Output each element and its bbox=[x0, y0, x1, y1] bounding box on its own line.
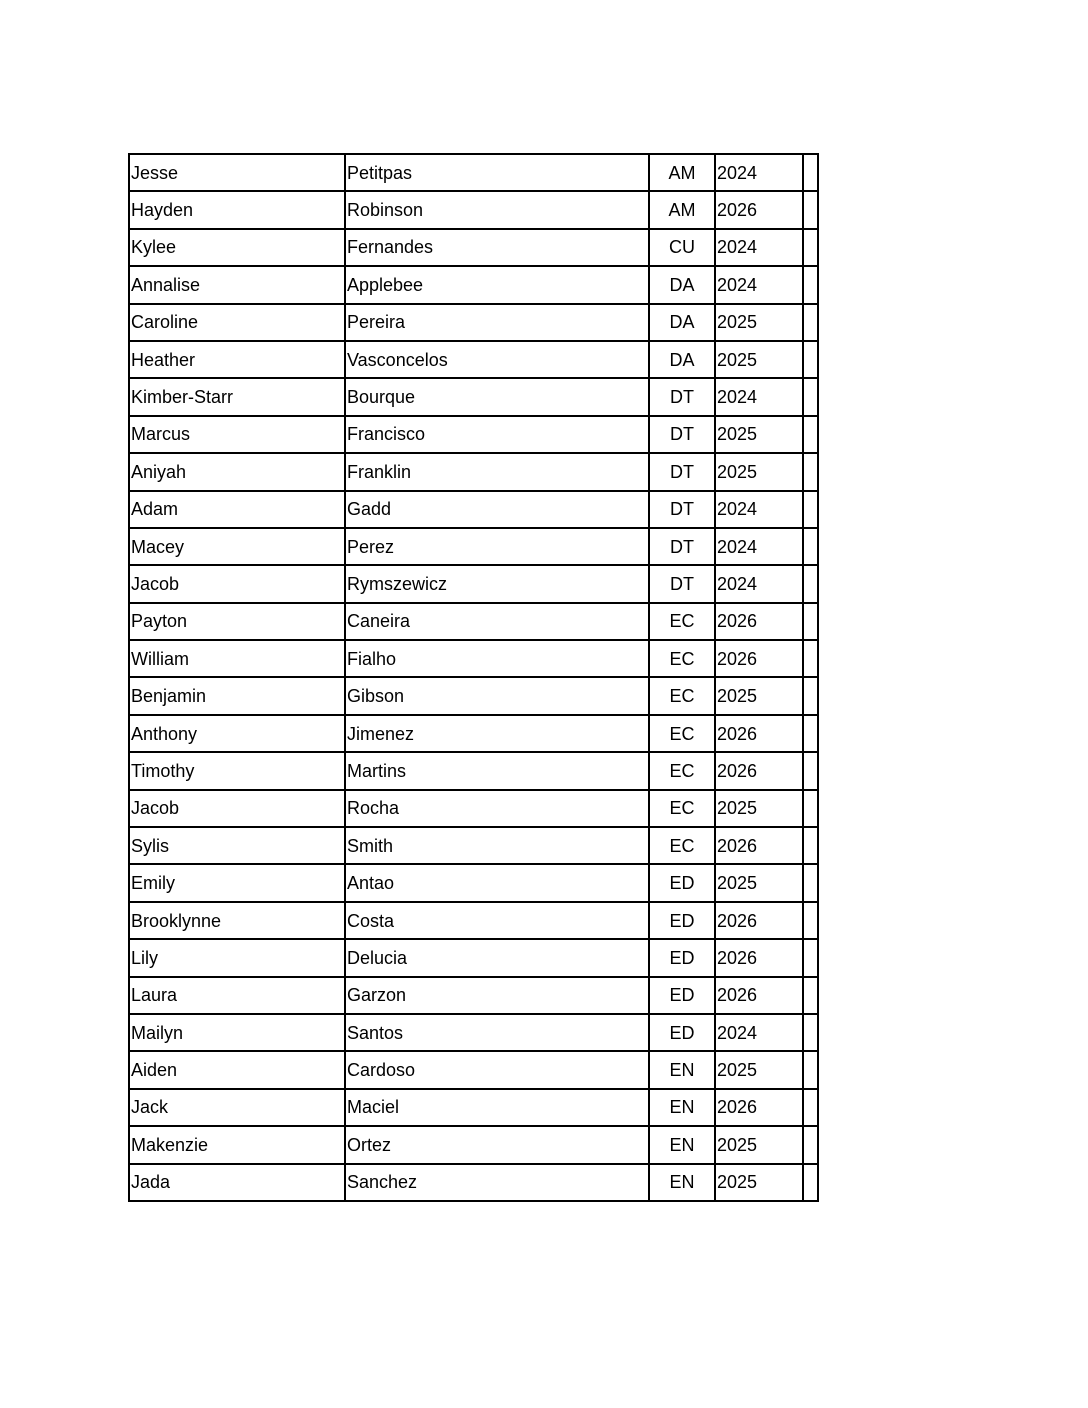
table-row bbox=[129, 902, 818, 939]
table-row bbox=[129, 378, 818, 415]
last-name-cell: Jimenez bbox=[345, 715, 649, 752]
table-row bbox=[129, 154, 818, 191]
table-row bbox=[129, 1164, 818, 1201]
first-name-cell: Caroline bbox=[129, 304, 345, 341]
last-name-cell: Maciel bbox=[345, 1089, 649, 1126]
first-name-cell: Makenzie bbox=[129, 1126, 345, 1163]
first-name-cell: Kimber-Starr bbox=[129, 378, 345, 415]
last-name-cell: Delucia bbox=[345, 939, 649, 976]
year-cell: 2024 bbox=[715, 491, 803, 528]
table-row bbox=[129, 1089, 818, 1126]
code-cell: EC bbox=[649, 715, 715, 752]
first-name-cell: Heather bbox=[129, 341, 345, 378]
roster-table-body bbox=[129, 154, 818, 1201]
empty-cell bbox=[803, 304, 818, 341]
code-cell: EN bbox=[649, 1089, 715, 1126]
last-name-cell: Ortez bbox=[345, 1126, 649, 1163]
table-row bbox=[129, 603, 818, 640]
code-cell: DT bbox=[649, 528, 715, 565]
last-name-cell: Applebee bbox=[345, 266, 649, 303]
table-row bbox=[129, 416, 818, 453]
code-cell: EC bbox=[649, 790, 715, 827]
last-name-cell: Petitpas bbox=[345, 154, 649, 191]
last-name-cell: Caneira bbox=[345, 603, 649, 640]
last-name-cell: Pereira bbox=[345, 304, 649, 341]
year-cell: 2026 bbox=[715, 191, 803, 228]
table-row bbox=[129, 640, 818, 677]
last-name-cell: Rocha bbox=[345, 790, 649, 827]
year-cell: 2024 bbox=[715, 266, 803, 303]
last-name-cell: Robinson bbox=[345, 191, 649, 228]
first-name-cell: Kylee bbox=[129, 229, 345, 266]
year-cell: 2024 bbox=[715, 154, 803, 191]
first-name-cell: Anthony bbox=[129, 715, 345, 752]
first-name-cell: Sylis bbox=[129, 827, 345, 864]
year-cell: 2024 bbox=[715, 528, 803, 565]
last-name-cell: Fialho bbox=[345, 640, 649, 677]
code-cell: EC bbox=[649, 640, 715, 677]
empty-cell bbox=[803, 939, 818, 976]
table-row bbox=[129, 677, 818, 714]
first-name-cell: Laura bbox=[129, 977, 345, 1014]
first-name-cell: Aiden bbox=[129, 1051, 345, 1088]
year-cell: 2024 bbox=[715, 378, 803, 415]
empty-cell bbox=[803, 1051, 818, 1088]
empty-cell bbox=[803, 491, 818, 528]
code-cell: ED bbox=[649, 1014, 715, 1051]
last-name-cell: Garzon bbox=[345, 977, 649, 1014]
year-cell: 2026 bbox=[715, 715, 803, 752]
empty-cell bbox=[803, 902, 818, 939]
first-name-cell: Annalise bbox=[129, 266, 345, 303]
first-name-cell: Macey bbox=[129, 528, 345, 565]
empty-cell bbox=[803, 266, 818, 303]
code-cell: DA bbox=[649, 304, 715, 341]
year-cell: 2026 bbox=[715, 752, 803, 789]
first-name-cell: Jack bbox=[129, 1089, 345, 1126]
year-cell: 2025 bbox=[715, 416, 803, 453]
year-cell: 2025 bbox=[715, 1126, 803, 1163]
empty-cell bbox=[803, 191, 818, 228]
table-row bbox=[129, 453, 818, 490]
code-cell: EN bbox=[649, 1051, 715, 1088]
code-cell: ED bbox=[649, 939, 715, 976]
year-cell: 2026 bbox=[715, 640, 803, 677]
last-name-cell: Sanchez bbox=[345, 1164, 649, 1201]
last-name-cell: Bourque bbox=[345, 378, 649, 415]
first-name-cell: Jacob bbox=[129, 565, 345, 602]
year-cell: 2024 bbox=[715, 1014, 803, 1051]
first-name-cell: Lily bbox=[129, 939, 345, 976]
first-name-cell: Payton bbox=[129, 603, 345, 640]
first-name-cell: Jada bbox=[129, 1164, 345, 1201]
empty-cell bbox=[803, 154, 818, 191]
first-name-cell: Jesse bbox=[129, 154, 345, 191]
last-name-cell: Martins bbox=[345, 752, 649, 789]
table-row bbox=[129, 491, 818, 528]
code-cell: AM bbox=[649, 191, 715, 228]
code-cell: EC bbox=[649, 752, 715, 789]
first-name-cell: Benjamin bbox=[129, 677, 345, 714]
code-cell: ED bbox=[649, 902, 715, 939]
empty-cell bbox=[803, 715, 818, 752]
first-name-cell: Aniyah bbox=[129, 453, 345, 490]
code-cell: ED bbox=[649, 977, 715, 1014]
empty-cell bbox=[803, 453, 818, 490]
first-name-cell: William bbox=[129, 640, 345, 677]
empty-cell bbox=[803, 528, 818, 565]
year-cell: 2026 bbox=[715, 939, 803, 976]
table-row bbox=[129, 977, 818, 1014]
empty-cell bbox=[803, 1126, 818, 1163]
year-cell: 2025 bbox=[715, 453, 803, 490]
empty-cell bbox=[803, 677, 818, 714]
code-cell: AM bbox=[649, 154, 715, 191]
empty-cell bbox=[803, 416, 818, 453]
year-cell: 2025 bbox=[715, 790, 803, 827]
last-name-cell: Franklin bbox=[345, 453, 649, 490]
first-name-cell: Emily bbox=[129, 864, 345, 901]
year-cell: 2026 bbox=[715, 1089, 803, 1126]
year-cell: 2026 bbox=[715, 977, 803, 1014]
first-name-cell: Marcus bbox=[129, 416, 345, 453]
empty-cell bbox=[803, 565, 818, 602]
table-row bbox=[129, 1014, 818, 1051]
year-cell: 2025 bbox=[715, 1164, 803, 1201]
first-name-cell: Brooklynne bbox=[129, 902, 345, 939]
last-name-cell: Francisco bbox=[345, 416, 649, 453]
last-name-cell: Vasconcelos bbox=[345, 341, 649, 378]
year-cell: 2024 bbox=[715, 565, 803, 602]
first-name-cell: Jacob bbox=[129, 790, 345, 827]
last-name-cell: Gibson bbox=[345, 677, 649, 714]
first-name-cell: Adam bbox=[129, 491, 345, 528]
table-row bbox=[129, 864, 818, 901]
code-cell: DT bbox=[649, 491, 715, 528]
empty-cell bbox=[803, 790, 818, 827]
empty-cell bbox=[803, 1089, 818, 1126]
table-row bbox=[129, 827, 818, 864]
empty-cell bbox=[803, 229, 818, 266]
table-row bbox=[129, 1051, 818, 1088]
last-name-cell: Fernandes bbox=[345, 229, 649, 266]
code-cell: DT bbox=[649, 416, 715, 453]
empty-cell bbox=[803, 827, 818, 864]
table-row bbox=[129, 565, 818, 602]
table-row bbox=[129, 266, 818, 303]
last-name-cell: Smith bbox=[345, 827, 649, 864]
code-cell: DT bbox=[649, 453, 715, 490]
year-cell: 2026 bbox=[715, 603, 803, 640]
first-name-cell: Mailyn bbox=[129, 1014, 345, 1051]
empty-cell bbox=[803, 603, 818, 640]
code-cell: EN bbox=[649, 1164, 715, 1201]
last-name-cell: Perez bbox=[345, 528, 649, 565]
empty-cell bbox=[803, 752, 818, 789]
year-cell: 2025 bbox=[715, 341, 803, 378]
code-cell: CU bbox=[649, 229, 715, 266]
year-cell: 2025 bbox=[715, 1051, 803, 1088]
table-row bbox=[129, 191, 818, 228]
last-name-cell: Antao bbox=[345, 864, 649, 901]
code-cell: DT bbox=[649, 378, 715, 415]
year-cell: 2026 bbox=[715, 827, 803, 864]
table-row bbox=[129, 1126, 818, 1163]
empty-cell bbox=[803, 1014, 818, 1051]
table-row bbox=[129, 341, 818, 378]
code-cell: DA bbox=[649, 341, 715, 378]
table-row bbox=[129, 752, 818, 789]
last-name-cell: Cardoso bbox=[345, 1051, 649, 1088]
year-cell: 2025 bbox=[715, 864, 803, 901]
code-cell: EN bbox=[649, 1126, 715, 1163]
code-cell: DA bbox=[649, 266, 715, 303]
empty-cell bbox=[803, 341, 818, 378]
code-cell: EC bbox=[649, 603, 715, 640]
empty-cell bbox=[803, 640, 818, 677]
table-row bbox=[129, 790, 818, 827]
first-name-cell: Timothy bbox=[129, 752, 345, 789]
empty-cell bbox=[803, 864, 818, 901]
table-row bbox=[129, 229, 818, 266]
code-cell: EC bbox=[649, 677, 715, 714]
first-name-cell: Hayden bbox=[129, 191, 345, 228]
empty-cell bbox=[803, 977, 818, 1014]
year-cell: 2026 bbox=[715, 902, 803, 939]
roster-table bbox=[128, 153, 819, 1202]
empty-cell bbox=[803, 1164, 818, 1201]
code-cell: DT bbox=[649, 565, 715, 602]
code-cell: ED bbox=[649, 864, 715, 901]
empty-cell bbox=[803, 378, 818, 415]
last-name-cell: Rymszewicz bbox=[345, 565, 649, 602]
table-row bbox=[129, 304, 818, 341]
table-row bbox=[129, 939, 818, 976]
year-cell: 2025 bbox=[715, 304, 803, 341]
last-name-cell: Costa bbox=[345, 902, 649, 939]
year-cell: 2025 bbox=[715, 677, 803, 714]
last-name-cell: Gadd bbox=[345, 491, 649, 528]
code-cell: EC bbox=[649, 827, 715, 864]
year-cell: 2024 bbox=[715, 229, 803, 266]
table-row bbox=[129, 715, 818, 752]
last-name-cell: Santos bbox=[345, 1014, 649, 1051]
table-row bbox=[129, 528, 818, 565]
